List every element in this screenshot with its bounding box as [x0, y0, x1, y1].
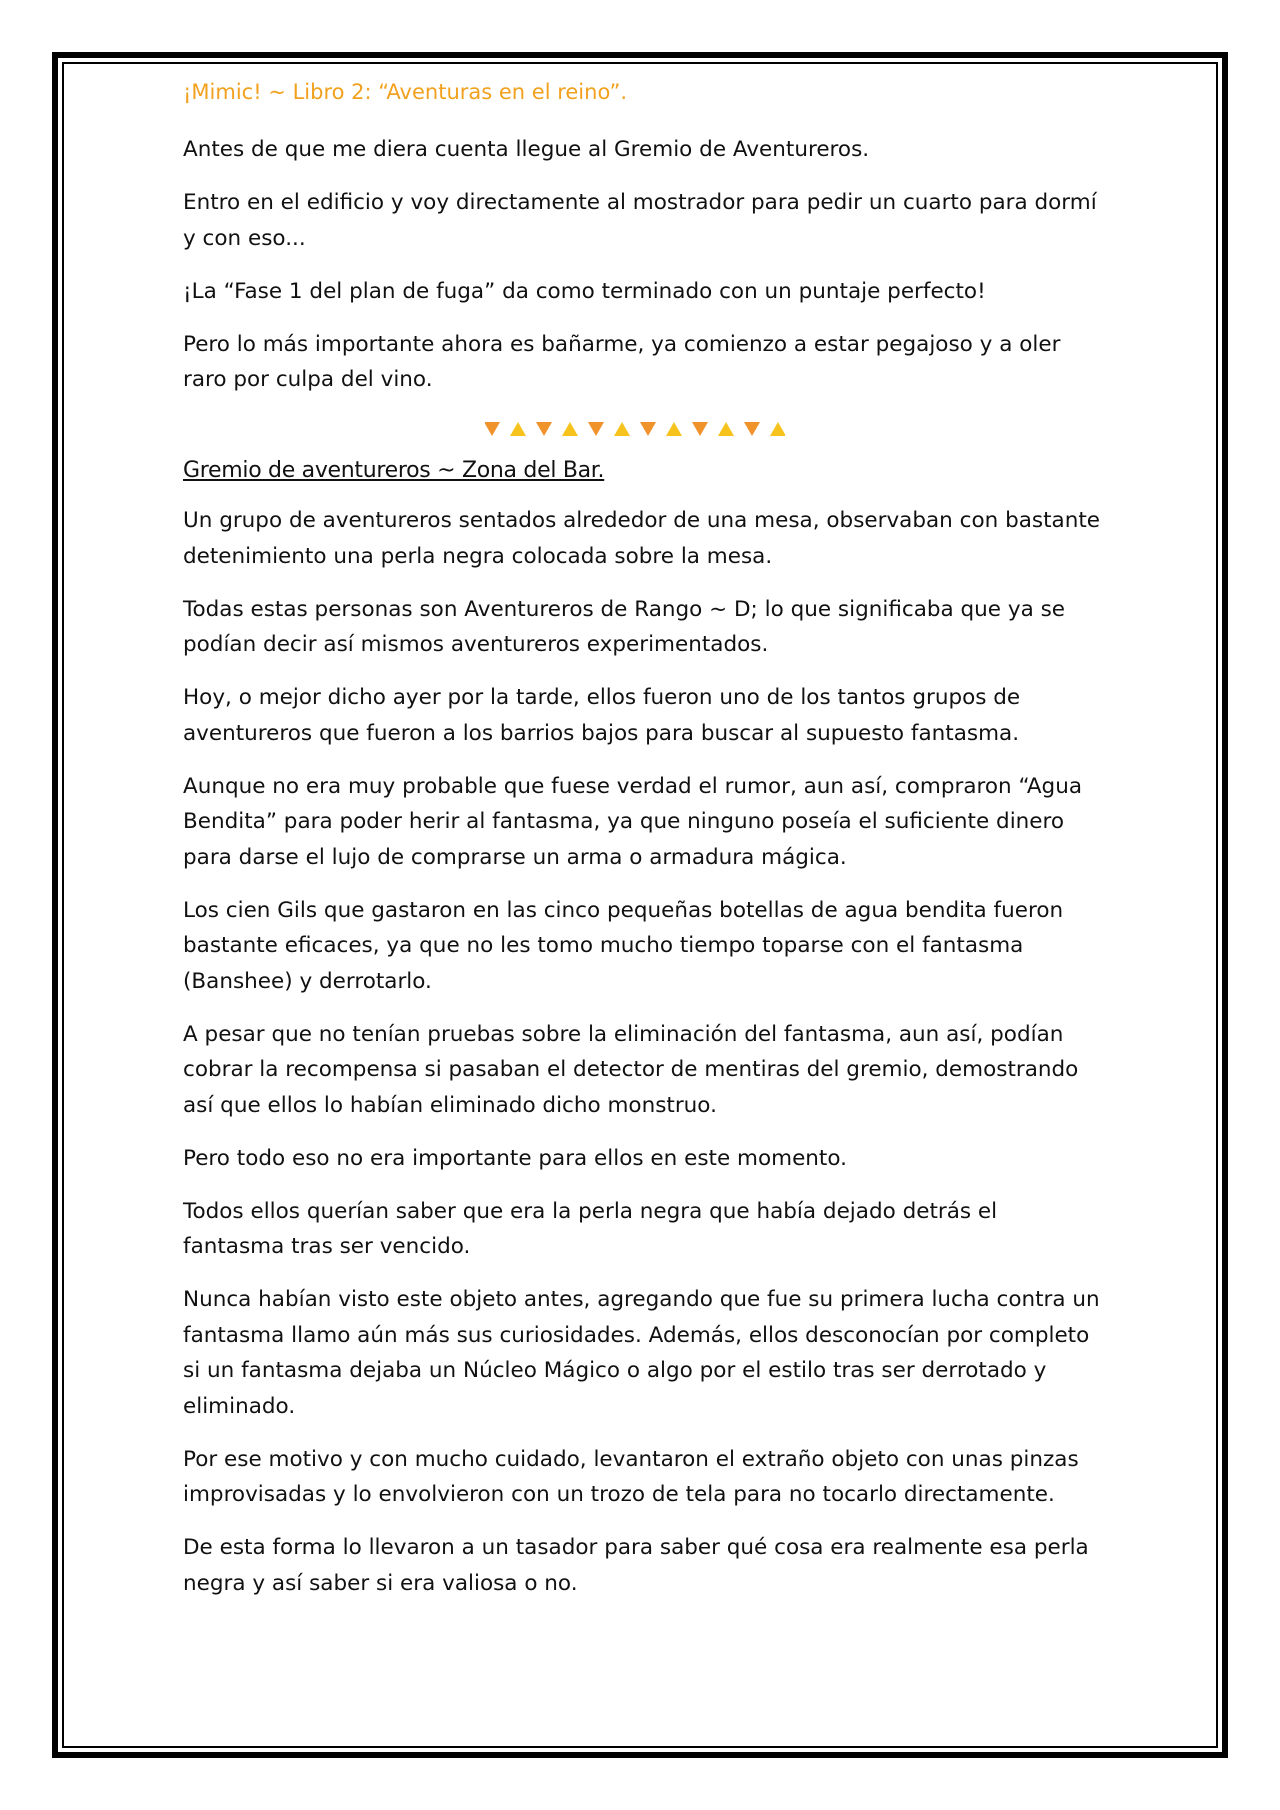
- body-paragraph: Los cien Gils que gastaron en las cinco pequeñas botellas de agua bendita fueron bastante eficaces, ya que no les tomo mucho tiempo toparse con el fantasma (Banshee) y derrotarlo.: [183, 897, 1064, 994]
- book-header-title: ¡Mimic! ~ Libro 2: “Aventuras en el reino”.: [183, 80, 628, 104]
- triangle-down-icon: [536, 422, 552, 436]
- triangle-up-icon: [770, 422, 785, 436]
- triangle-up-icon: [666, 422, 682, 436]
- alternating-triangles-icon: [485, 419, 785, 439]
- section-heading: Gremio de aventureros ~ Zona del Bar.: [183, 458, 605, 483]
- triangle-up-icon: [510, 422, 526, 436]
- triangle-down-icon: [485, 422, 500, 436]
- triangle-down-icon: [692, 422, 708, 436]
- intro-paragraph: Pero lo más importante ahora es bañarme, ya comienzo a estar pegajoso y a oler raro por culpa del vino.: [183, 331, 1061, 392]
- page-content: [183, 72, 1103, 1619]
- body-paragraph: Por ese motivo y con mucho cuidado, levantaron el extraño objeto con unas pinzas improvisadas y lo envolvieron con un trozo de tela para no tocarlo directamente.: [183, 1446, 1079, 1507]
- body-paragraph: Todas estas personas son Aventureros de Rango ~ D; lo que significaba que ya se podían decir así mismos aventureros experimentados.: [183, 596, 1066, 657]
- body-paragraph: De esta forma lo llevaron a un tasador para saber qué cosa era realmente esa perla negra y así saber si era valiosa o no.: [183, 1535, 1089, 1596]
- body-paragraph: Nunca habían visto este objeto antes, agregando que fue su primera lucha contra un fantasma llamo aún más sus curiosidades. Además, ellos desconocían por completo si un fantasma dejaba un Núcleo Mágico o algo por el estilo tras ser derrotado y eliminado.: [183, 1287, 1100, 1419]
- body-paragraph: Todos ellos querían saber que era la perla negra que había dejado detrás el fantasma tras ser vencido.: [183, 1198, 998, 1259]
- body-paragraph: Hoy, o mejor dicho ayer por la tarde, ellos fueron uno de los tantos grupos de aventureros que fueron a los barrios bajos para buscar al supuesto fantasma.: [183, 685, 1021, 746]
- body-paragraph: Pero todo eso no era importante para ellos en este momento.: [183, 1145, 847, 1171]
- triangle-up-icon: [614, 422, 630, 436]
- body-paragraph: A pesar que no tenían pruebas sobre la eliminación del fantasma, aun así, podían cobrar la recompensa si pasaban el detector de mentiras del gremio, demostrando así que ellos lo habían eliminado dicho monstruo.: [183, 1021, 1079, 1118]
- triangle-up-icon: [562, 422, 578, 436]
- intro-paragraph: ¡La “Fase 1 del plan de fuga” da como terminado con un puntaje perfecto!: [183, 278, 986, 304]
- triangle-down-icon: [588, 422, 604, 436]
- triangle-down-icon: [640, 422, 656, 436]
- body-paragraph: Aunque no era muy probable que fuese verdad el rumor, aun así, compraron “Agua Bendita” para poder herir al fantasma, ya que ninguno poseía el suficiente dinero para darse el lujo de comprarse un arma o armadura mágica.: [183, 773, 1083, 870]
- intro-paragraph: Antes de que me diera cuenta llegue al Gremio de Aventureros.: [183, 137, 870, 162]
- triangle-down-icon: [744, 422, 760, 436]
- intro-paragraph: Entro en el edificio y voy directamente al mostrador para pedir un cuarto para dormí y con eso...: [183, 190, 1097, 251]
- scene-separator: [183, 409, 1103, 449]
- body-paragraph: Un grupo de aventureros sentados alrededor de una mesa, observaban con bastante detenimiento una perla negra colocada sobre la mesa.: [183, 508, 1100, 569]
- triangle-up-icon: [718, 422, 734, 436]
